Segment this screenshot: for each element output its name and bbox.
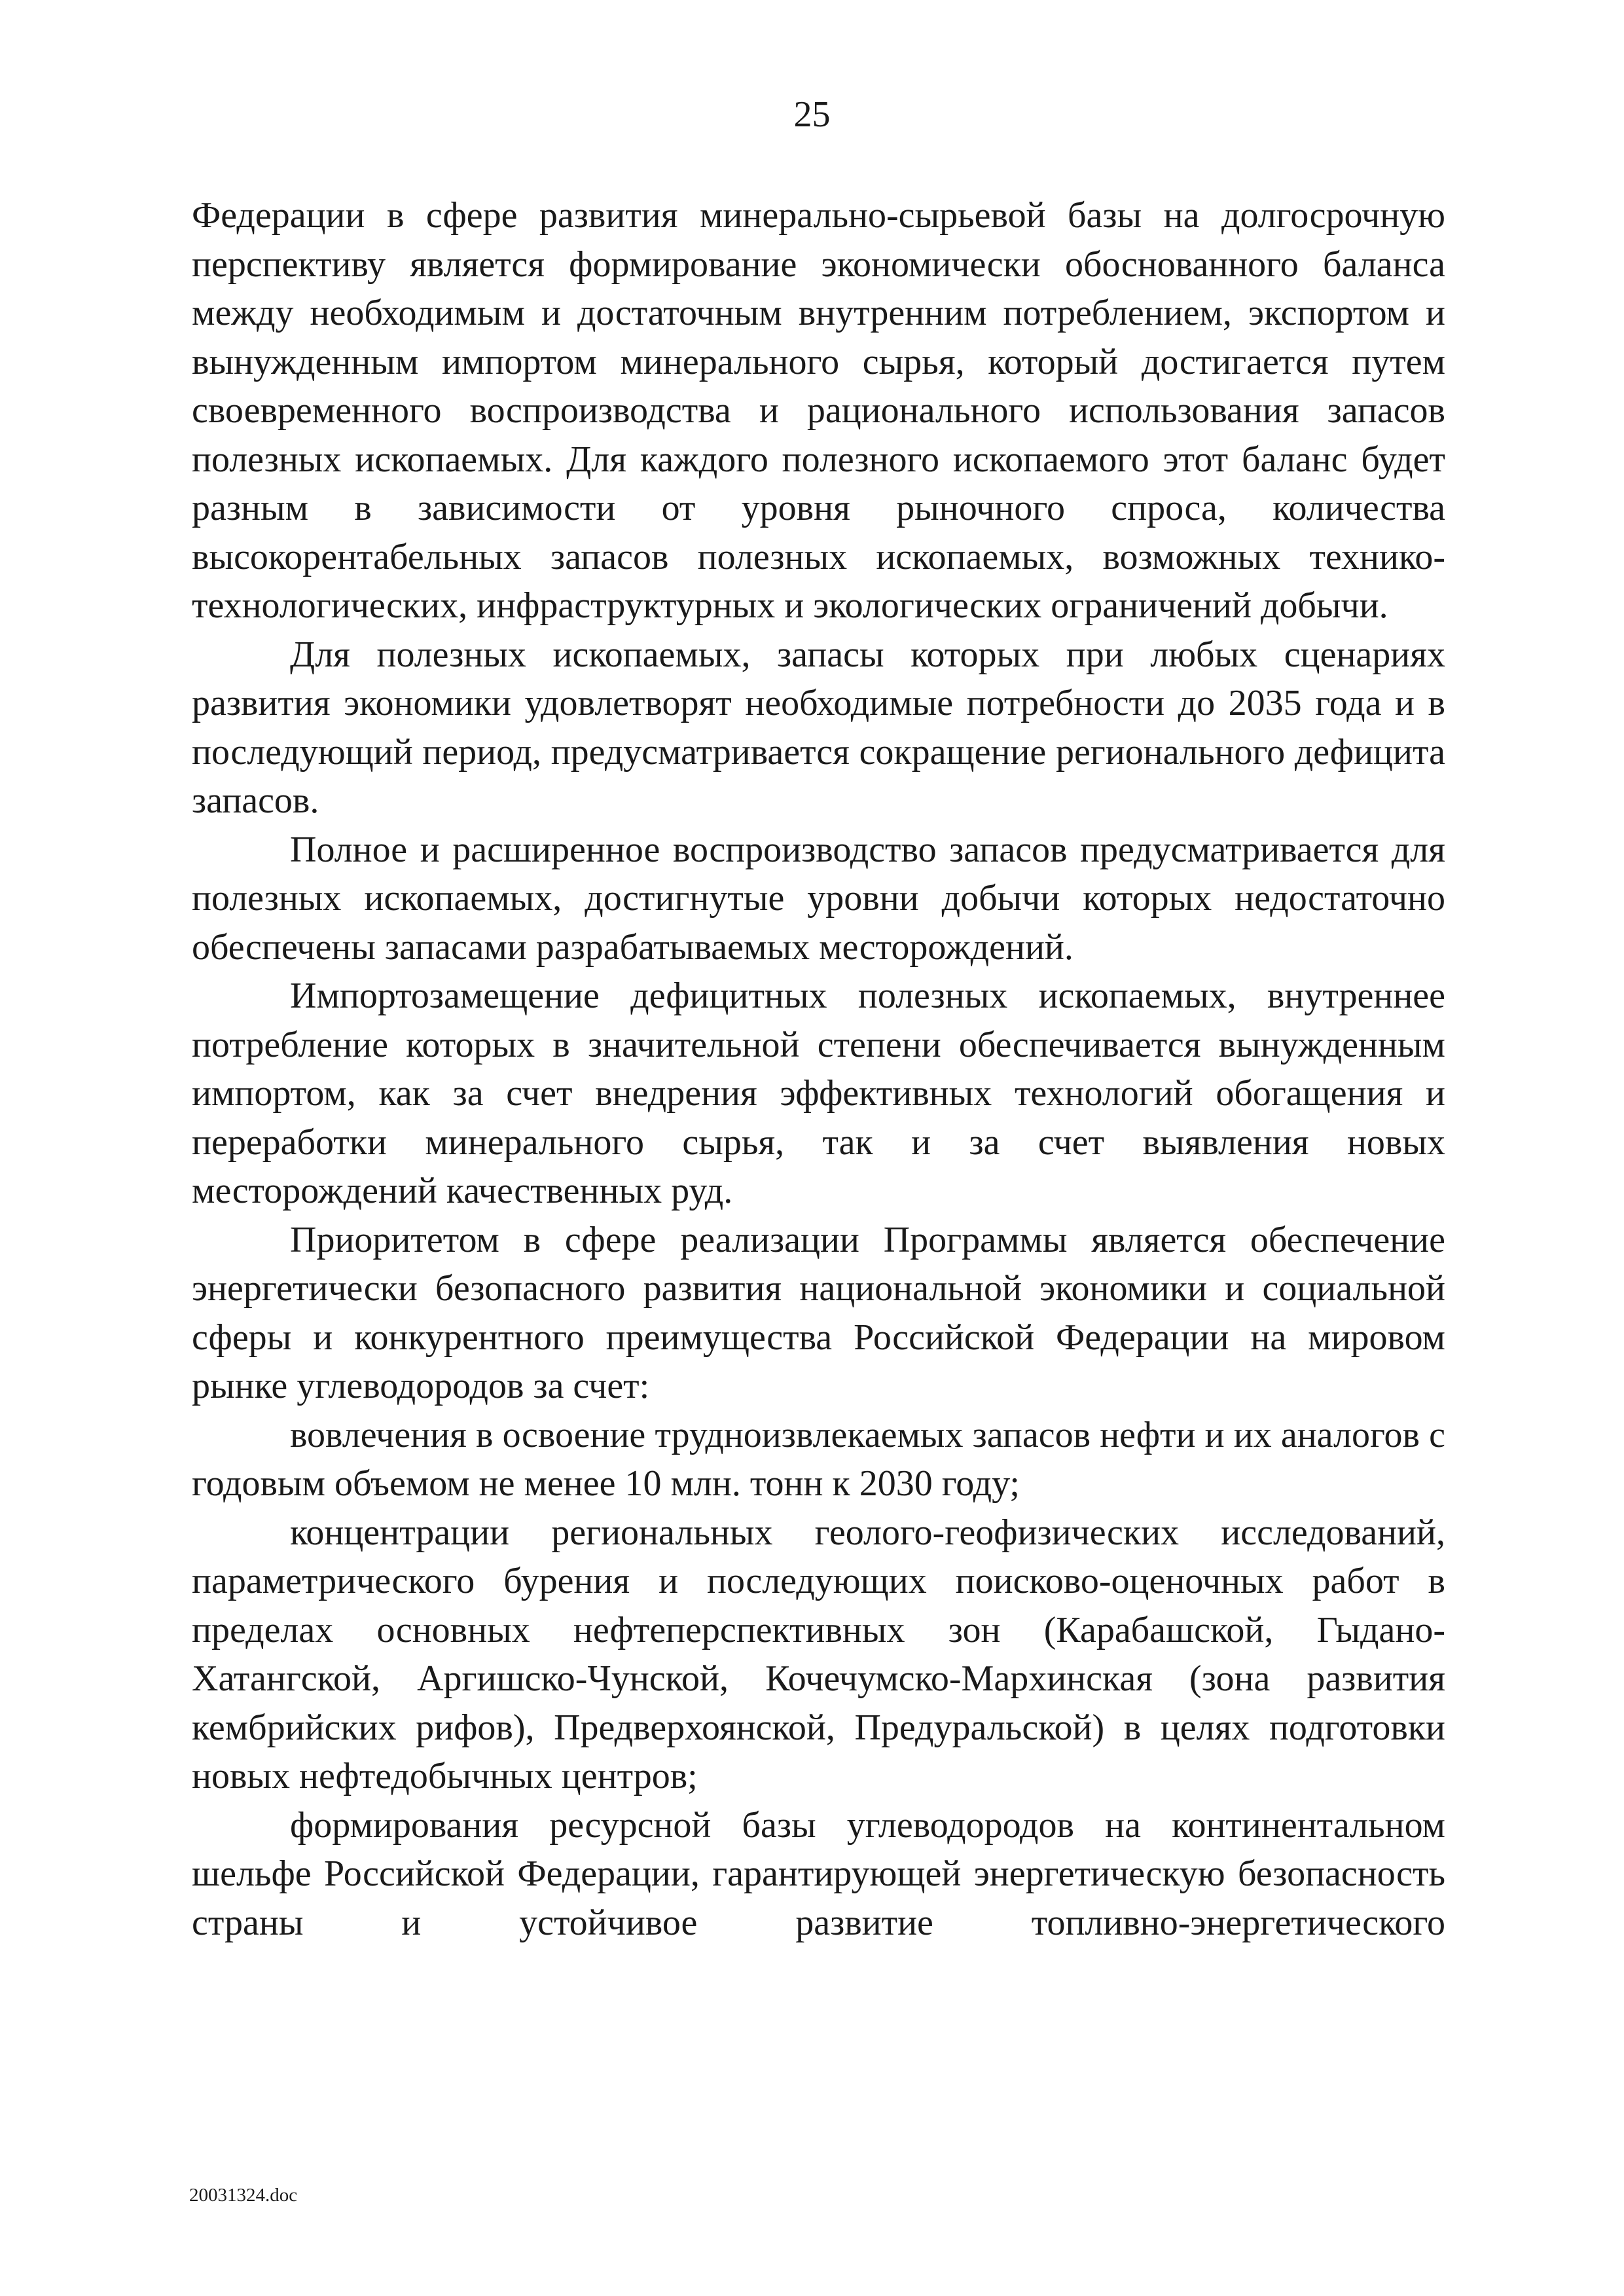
list-item-hard-reserves: вовлечения в освоение трудноизвлекаемых запасов нефти и их аналогов с годовым объемом не менее 10 млн. тонн к 2030 году; bbox=[192, 1414, 1445, 1504]
list-item-shelf-resources: формирования ресурсной базы углеводородов на континентальном шельфе Российской Федерации, гарантирующей энергетическую безопасность страны и устойчивое развитие топливно-энергетического bbox=[192, 1804, 1445, 1943]
paragraph-reduction-deficit: Для полезных ископаемых, запасы которых при любых сценариях развития экономики удовлетворят необходимые потребности до 2035 года и в последующий период, предусматривается сокращение регионального дефицита запасов. bbox=[192, 634, 1445, 821]
list-item-regional-research: концентрации региональных геолого-геофизических исследований, параметрического бурения и последующих поисково-оценочных работ в пределах основных нефтеперспективных зон (Карабашской, Гыдано-Хатангской, Аргишско-Чунской, Кочечумско-Мархинская (зона развития кембрийских рифов), Предверхоянской, Предуральской) в целях подготовки новых нефтедобычных центров; bbox=[192, 1512, 1445, 1796]
paragraph-reproduction: Полное и расширенное воспроизводство запасов предусматривается для полезных ископаемых, достигнутые уровни добычи которых недостаточно обеспечены запасами разрабатываемых месторождений. bbox=[192, 829, 1445, 968]
footer-file-name: 20031324.doc bbox=[189, 2185, 298, 2206]
paragraph-continuation: Федерации в сфере развития минерально-сырьевой базы на долгосрочную перспективу является формирование экономически обоснованного баланса между необходимым и достаточным внутренним потреблением, экспортом и вынужденным импортом минерального сырья, который достигается путем своевременного воспроизводства и рационального использования запасов полезных ископаемых. Для каждого полезного ископаемого этот баланс будет разным в зависимости от уровня рыночного спроса, количества высокорентабельных запасов полезных ископаемых, возможных технико-технологических, инфраструктурных и экологических ограничений добычи. bbox=[192, 195, 1445, 626]
document-body bbox=[192, 191, 1445, 1947]
paragraph-import-substitution: Импортозамещение дефицитных полезных ископаемых, внутреннее потребление которых в значительной степени обеспечивается вынужденным импортом, как за счет внедрения эффективных технологий обогащения и переработки минерального сырья, так и за счет выявления новых месторождений качественных руд. bbox=[192, 975, 1445, 1211]
paragraph-priority: Приоритетом в сфере реализации Программы является обеспечение энергетически безопасного развития национальной экономики и социальной сферы и конкурентного преимущества Российской Федерации на мировом рынке углеводородов за счет: bbox=[192, 1219, 1445, 1406]
page-number: 25 bbox=[793, 94, 831, 135]
